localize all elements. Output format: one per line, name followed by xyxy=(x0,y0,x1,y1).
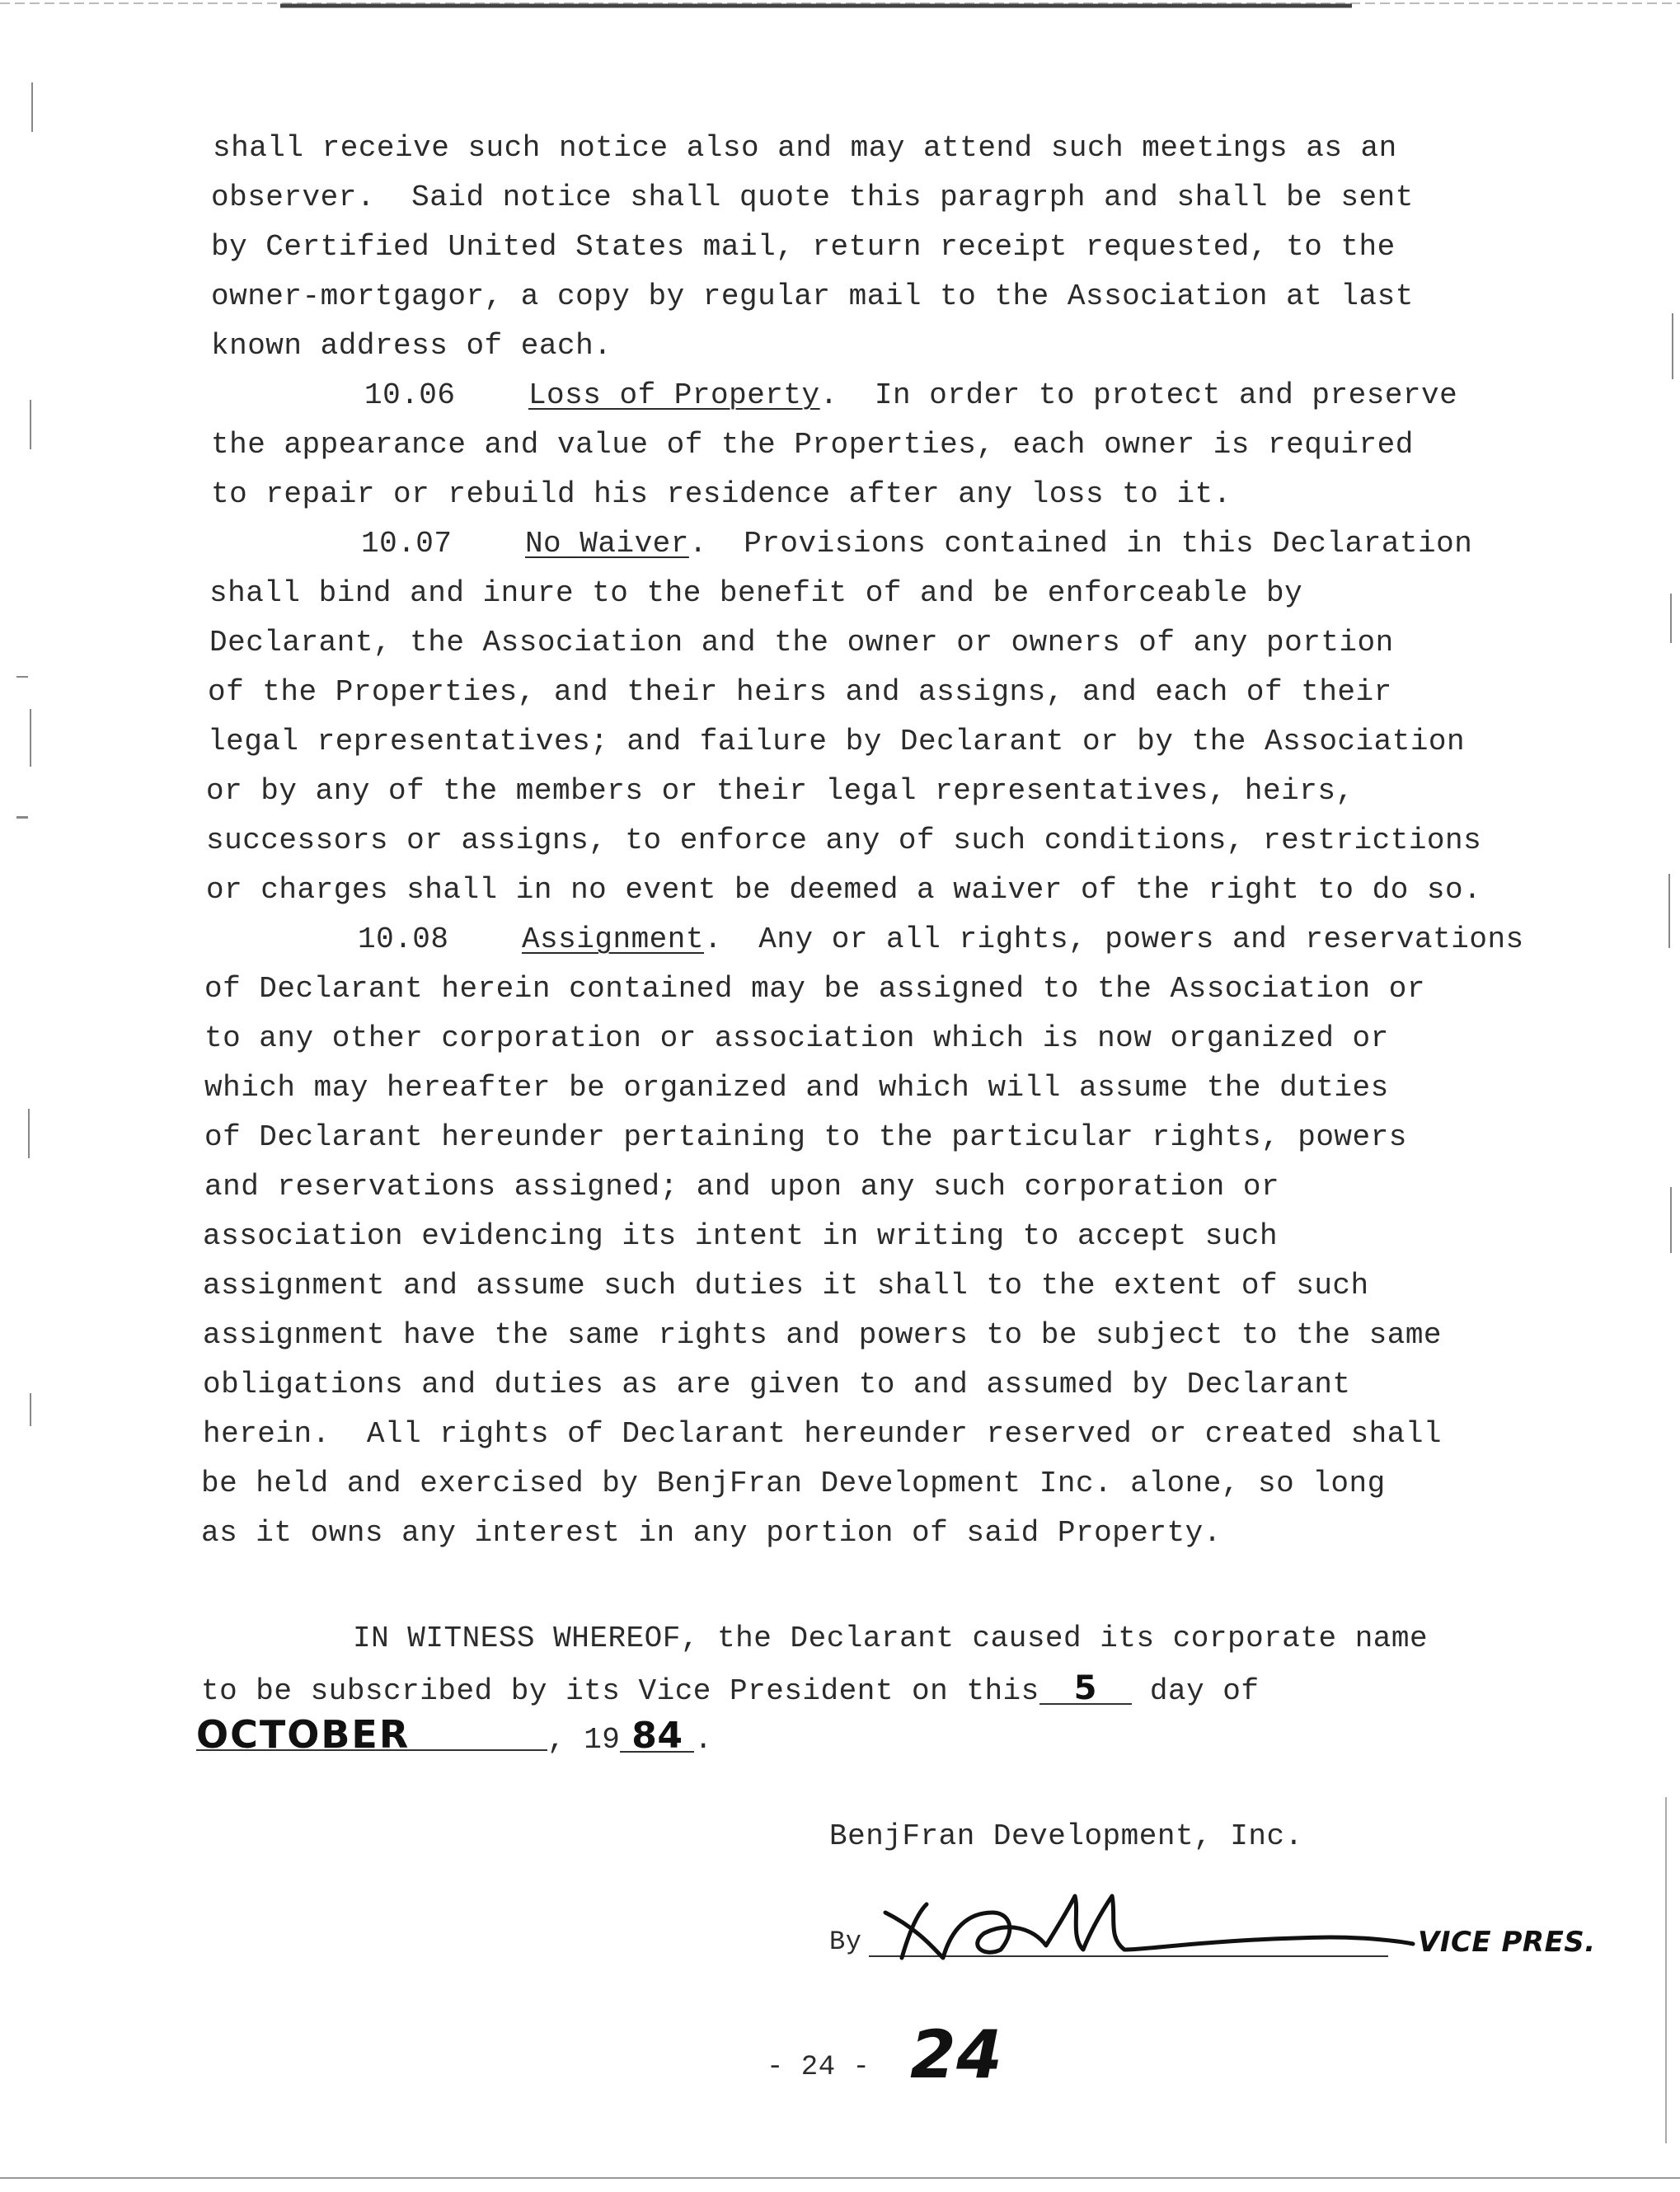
left-edge-mark xyxy=(16,676,28,678)
text-line: Declarant, the Association and the owner or owners of any portion xyxy=(209,626,1394,659)
section-gap xyxy=(449,922,522,956)
left-edge-mark xyxy=(31,82,33,132)
text-line: shall bind and inure to the benefit of and be enforceable by xyxy=(209,576,1303,610)
witness-line-3 xyxy=(196,1712,713,1758)
section-number: 10.06 xyxy=(364,378,456,412)
section-gap xyxy=(453,527,525,561)
text-line: which may hereafter be organized and which will assume the duties xyxy=(204,1071,1389,1105)
month-blank: OCTOBER xyxy=(196,1716,547,1751)
text-line: assignment have the same rights and powers to be subject to the same xyxy=(203,1318,1443,1352)
text-line: to any other corporation or association which is now organized or xyxy=(204,1021,1389,1055)
text-line: owner-mortgagor, a copy by regular mail to the Association at last xyxy=(211,279,1414,313)
section-10-06-first-line xyxy=(364,378,1457,414)
text-line: of Declarant hereunder pertaining to the particular rights, powers xyxy=(204,1120,1407,1154)
scan-top-edge xyxy=(0,0,1680,12)
text-line: assignment and assume such duties it shall to the extent of such xyxy=(203,1269,1369,1303)
right-edge-mark xyxy=(1670,1187,1672,1253)
witness-text: , 19 xyxy=(547,1723,621,1757)
text-line: to repair or rebuild his residence after any loss to it. xyxy=(211,477,1232,511)
text-line: shall receive such notice also and may attend such meetings as an xyxy=(213,131,1397,165)
text-line: or by any of the members or their legal representatives, heirs, xyxy=(206,774,1354,808)
witness-text: . xyxy=(694,1723,713,1757)
handwritten-page-number: 24 xyxy=(910,2016,1003,2093)
right-edge-mark xyxy=(1670,594,1672,643)
section-heading: Loss of Property xyxy=(528,378,820,412)
text-line: obligations and duties as are given to and assumed by Declarant xyxy=(203,1368,1351,1401)
text-line: legal representatives; and failure by Declarant or by the Association xyxy=(208,725,1466,758)
right-edge-mark xyxy=(1672,313,1673,379)
section-heading: Assignment xyxy=(521,922,704,956)
text-line: association evidencing its intent in writing to accept such xyxy=(203,1219,1279,1253)
witness-line-2 xyxy=(201,1670,1260,1710)
text-line: known address of each. xyxy=(211,329,612,363)
text-line: as it owns any interest in any portion of said Property. xyxy=(201,1516,1222,1550)
witness-line-1: IN WITNESS WHEREOF, the Declarant caused its corporate name xyxy=(353,1622,1429,1655)
left-edge-mark xyxy=(30,1393,31,1426)
section-10-07-first-line xyxy=(361,526,1472,562)
text-line: or charges shall in no event be deemed a waiver of the right to do so. xyxy=(206,873,1482,907)
right-edge-mark xyxy=(1668,874,1670,948)
section-number: 10.08 xyxy=(358,922,449,956)
year-blank: 84 xyxy=(620,1718,694,1753)
day-blank: 5 xyxy=(1039,1670,1132,1705)
left-edge-mark xyxy=(28,1109,30,1158)
signature-graphic xyxy=(869,1880,1446,1970)
left-edge-mark xyxy=(30,709,31,767)
witness-text: day of xyxy=(1131,1674,1260,1708)
by-label: By xyxy=(829,1927,862,1957)
text-line: successors or assigns, to enforce any of such conditions, restrictions xyxy=(206,824,1482,857)
text-line: the appearance and value of the Properties, each owner is required xyxy=(211,428,1414,462)
witness-text: to be subscribed by its Vice President on this xyxy=(201,1674,1039,1708)
text-line: and reservations assigned; and upon any such corporation or xyxy=(204,1170,1280,1204)
company-name: BenjFran Development, Inc. xyxy=(829,1819,1303,1853)
text-line: herein. All rights of Declarant hereunder reserved or created shall xyxy=(203,1417,1443,1451)
section-gap xyxy=(456,378,528,412)
signatory-title: VICE PRES. xyxy=(1418,1926,1596,1959)
right-edge-mark xyxy=(1665,1797,1667,2143)
section-10-08-first-line xyxy=(358,922,1524,958)
section-text: . Provisions contained in this Declaration xyxy=(688,527,1473,561)
scan-bottom-edge xyxy=(0,2175,1680,2185)
left-edge-mark xyxy=(16,816,28,819)
text-line: of Declarant herein contained may be assigned to the Association or xyxy=(204,972,1425,1006)
text-line: by Certified United States mail, return receipt requested, to the xyxy=(211,230,1396,264)
text-line: be held and exercised by BenjFran Development Inc. alone, so long xyxy=(201,1467,1386,1500)
section-number: 10.07 xyxy=(361,527,453,561)
section-text: . In order to protect and preserve xyxy=(819,378,1458,412)
section-heading: No Waiver xyxy=(524,527,689,561)
text-line: observer. Said notice shall quote this paragrph and shall be sent xyxy=(211,181,1414,214)
left-edge-mark xyxy=(30,400,31,449)
section-text: . Any or all rights, powers and reservations xyxy=(704,922,1524,956)
page-number: - 24 - xyxy=(767,2052,871,2083)
text-line: of the Properties, and their heirs and assigns, and each of their xyxy=(208,675,1392,709)
